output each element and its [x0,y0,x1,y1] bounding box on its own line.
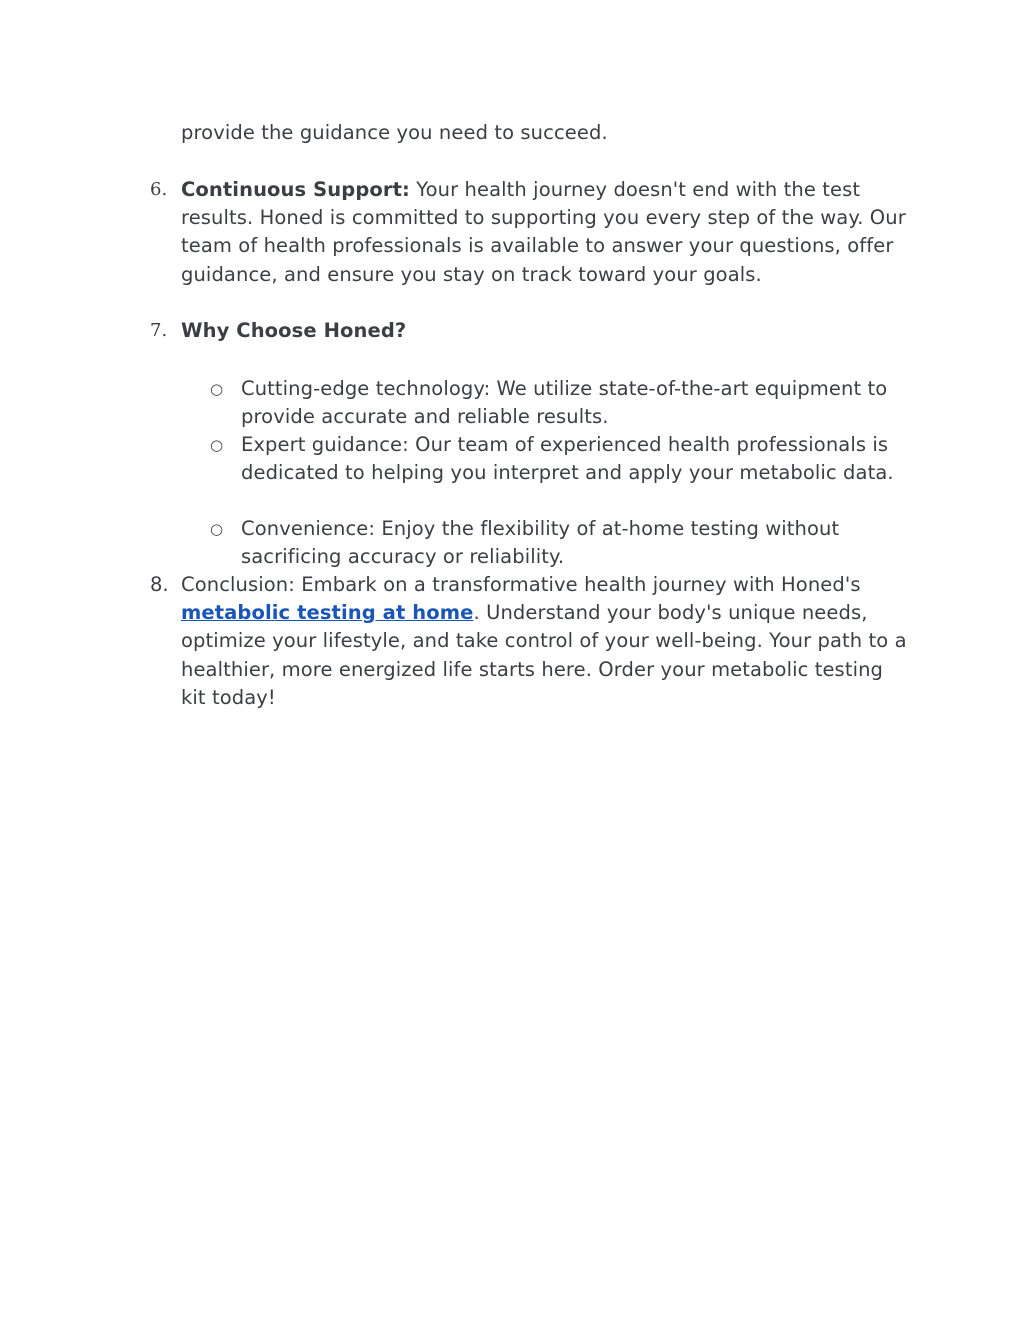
item-title: Why Choose Honed? [181,319,407,342]
bullet-icon: ○ [210,380,224,398]
bullet-icon: ○ [210,436,224,454]
item-title: Continuous Support: [181,178,410,201]
bullet-item-technology: Cutting-edge technology: We utilize state-of-the-art equipment to provide accurate and reliable results. [241,377,888,429]
item-body: Your health journey doesn't end with the test results. Honed is committed to supporting you every step of the way. Our team of health professionals is available to answer your questions, offer guidance, and ensure you stay on track toward your goals. [181,178,906,286]
list-number-6: 6. [150,179,168,200]
bullet-item-guidance: Expert guidance: Our team of experienced health professionals is dedicated to helping you interpret and apply your metabolic data. [241,433,894,485]
list-item-why-choose-honed [181,317,911,345]
conclusion-tail: . Understand your body's unique needs, optimize your lifestyle, and take control of your well-being. Your path to a healthier, more energized life starts here. Order your metabolic testing kit today! [181,601,907,709]
list-number-7: 7. [150,320,168,341]
conclusion-lead: Conclusion: Embark on a transformative health journey with Honed's [181,573,861,596]
list-number-8: 8. [150,573,169,596]
metabolic-testing-link[interactable]: metabolic testing at home [181,601,474,625]
bullet-icon: ○ [210,520,224,538]
list-item-conclusion [181,571,911,712]
list-item-continuous-support [181,176,911,289]
continuation-text: provide the guidance you need to succeed. [181,121,608,144]
continuation-paragraph [181,119,911,147]
bullet-item-convenience: Convenience: Enjoy the flexibility of at-home testing without sacrificing accuracy or reliability. [241,517,840,569]
